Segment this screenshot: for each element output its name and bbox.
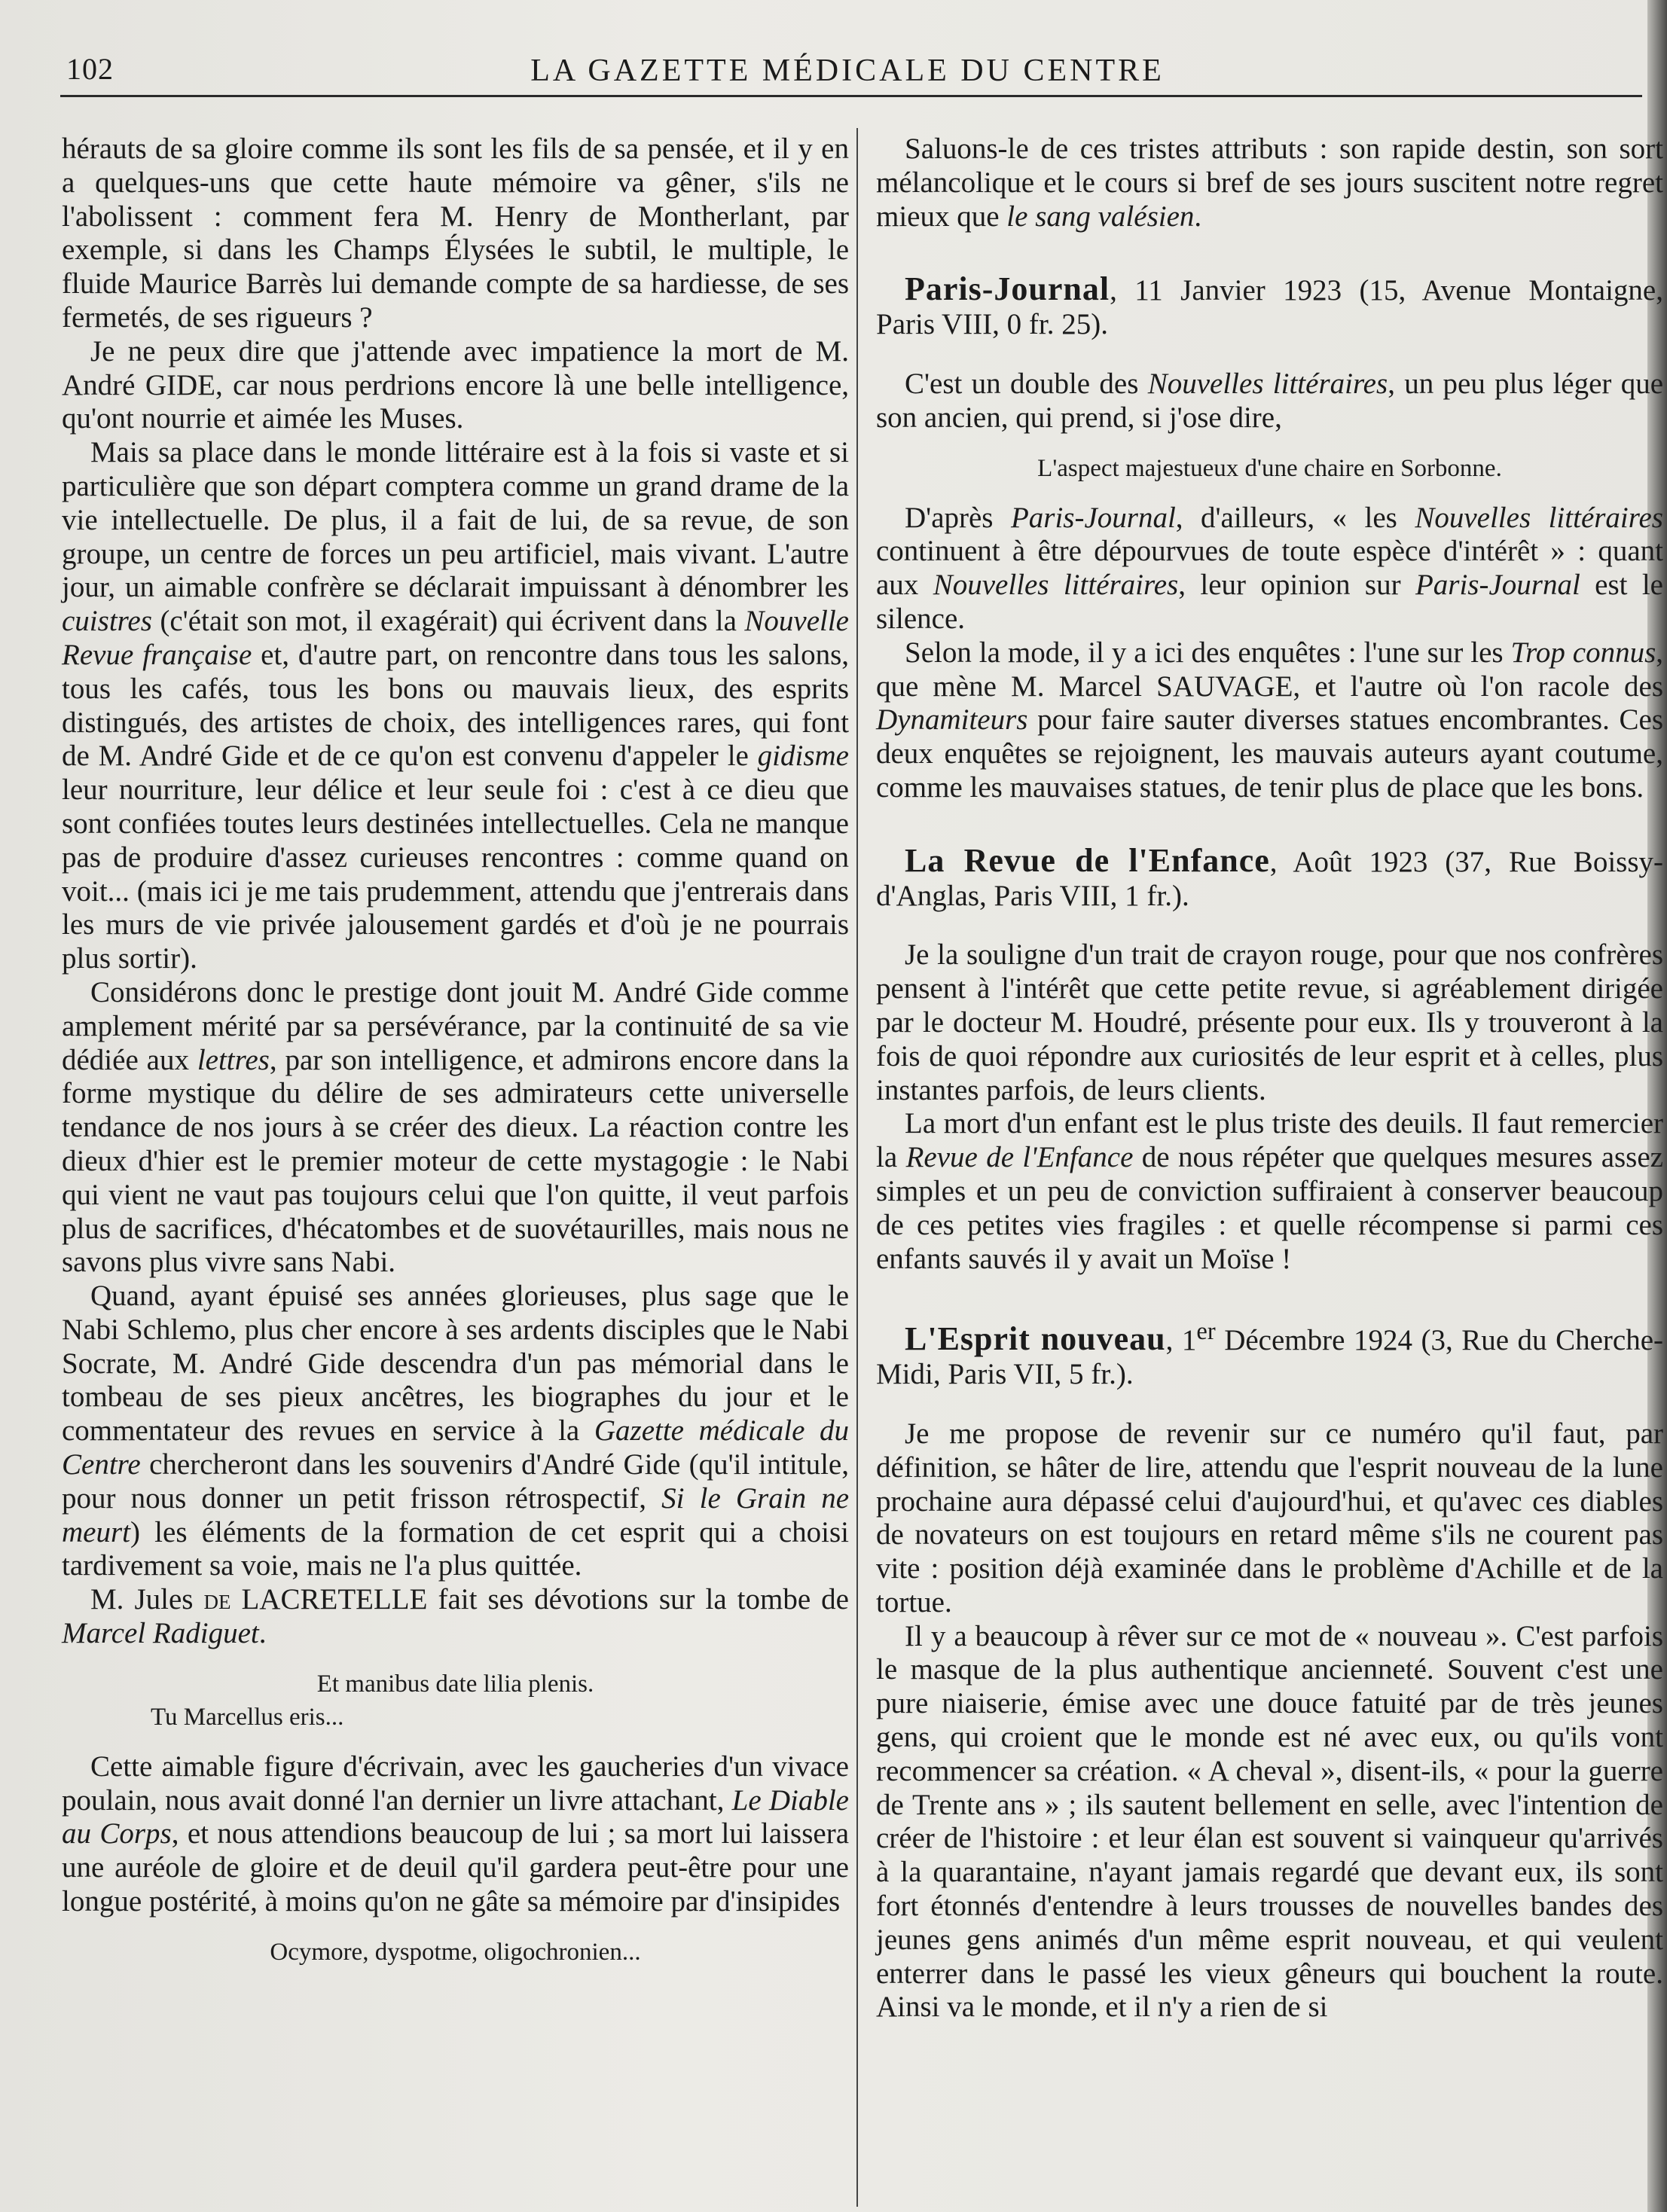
paragraph: Selon la mode, il y a ici des enquêtes : l'une sur les Trop connus, que mène M. Marcel SAUVAGE, et l'autre où l'on racole des Dynamiteurs pour faire sauter diverses statues encombrantes. Ces deux enquêtes se rejoignent, les mauvais auteurs ayant coutume, comme les mauvaises statues, de tenir plus de place que les bons. <box>876 636 1663 804</box>
paragraph: Je me propose de revenir sur ce numéro qu'il faut, par définition, se hâter de lire, attendu que l'esprit nouveau de la lune prochaine aura dépassé celui d'aujourd'hui, et qu'avec ces diables de novateurs on est toujours en retard même s'ils ne courent pas vite : position déjà examinée dans le problème d'Achille et de la tortue. <box>876 1417 1663 1619</box>
review-title: Paris-Journal <box>905 270 1110 308</box>
paragraph: Cette aimable figure d'écrivain, avec les gaucheries d'un vivace poulain, nous avait donné l'an dernier un livre attachant, Le Diable au Corps, et nous attendions beaucoup de lui ; sa mort lui laissera une auréole de gloire et de deuil qu'il gardera peut-être pour une longue postérité, à moins qu'on ne gâte sa mémoire par d'insipides <box>62 1750 849 1918</box>
verse-line: L'aspect majestueux d'une chaire en Sorbonne. <box>1037 454 1502 482</box>
page-number: 102 <box>66 52 114 86</box>
paragraph: hérauts de sa gloire comme ils sont les fils de sa pensée, et il y en a quelques-uns que cette haute mémoire va gêner, s'ils ne l'abolissent : comment fera M. Henry de Montherlant, par exemple, si dans les Champs Élysées le subtil, le multiple, le fluide Maurice Barrès lui demande compte de sa hardiesse, de ses fermetés, de ses rigueurs ? <box>62 133 849 334</box>
paragraph: Saluons-le de ces tristes attributs : son rapide destin, son sort mélancolique et le cours si bref de ses jours suscitent notre regret mieux que le sang valésien. <box>876 133 1663 233</box>
paragraph: M. Jules de LACRETELLE fait ses dévotions sur la tombe de Marcel Radiguet. <box>62 1583 849 1650</box>
paragraph: Il y a beaucoup à rêver sur ce mot de « nouveau ». C'est parfois le masque de la plus authentique ancienneté. Souvent c'est une pure niaiserie, émise avec une douce fatuité par de très jeunes gens, qui croient que le monde est né avec eux, ou qu'ils vont recommencer sa création. « A cheval », disent-ils, « pour la guerre de Trente ans » ; ils sautent bellement en selle, avec l'intention de créer de l'histoire : et leur élan est souvent si vainqueur qu'arrivés à la quarantaine, n'ayant jamais regardé que devant eux, ils sont fort étonnés d'entendre à leurs trousses de nouvelles bandes des jeunes gens animés d'un même esprit nouveau, et qui veulent enterrer dans le passé les vieux gêneurs qui bouchent la route. Ainsi va le monde, et il n'y a rien de si <box>876 1619 1663 2024</box>
paragraph: Je ne peux dire que j'attende avec impatience la mort de M. André GIDE, car nous perdrions encore là une belle intelligence, qu'ont nourrie et aimée les Muses. <box>62 334 849 435</box>
paragraph: Quand, ayant épuisé ses années glorieuses, plus sage que le Nabi Schlemo, plus cher encore à ses ardents disciples que le Nabi Socrate, M. André Gide descendra d'un pas mémorial dans le tombeau de ses pieux ancêtres, les biographes du jour et le commentateur des revues en service à la Gazette médicale du Centre chercheront dans les souvenirs d'André Gide (qu'il intitule, pour nous donner un petit frisson rétrospectif, Si le Grain ne meurt) les éléments de la formation de cet esprit qui a choisi tardivement sa voie, mais ne l'a plus quittée. <box>62 1280 849 1582</box>
paragraph: Mais sa place dans le monde littéraire est à la fois si vaste et si particulière que son départ comptera comme un grand drame de la vie intellectuelle. De plus, il a fait de lui, de sa revue, de son groupe, un centre de forces un peu artificiel, mais vivant. L'autre jour, un aimable confrère se déclarait impuissant à dénombrer les cuistres (c'était son mot, il exagérait) qui écrivent dans la Nouvelle Revue française et, d'autre part, on rencontre dans tous les salons, tous les cafés, tous les bons ou mauvais lieux, des esprits distingués, des artistes de choix, des intelligences rares, qui font de M. André Gide et de ce qu'on est convenu d'appeler le gidisme leur nourriture, leur délice et leur seule foi : c'est à ce dieu que sont confiées toutes leurs destinées intellectuelles. Cela ne manque pas de produire d'assez curieuses rencontres : comme quand on voit... (mais ici je me tais prudemment, attendu que j'entrerais dans les murs de vie privée jalousement gardés et d'où je ne pourrais plus sortir). <box>62 436 850 975</box>
verse-line: Tu Marcellus eris... <box>151 1703 344 1731</box>
right-column <box>876 133 1663 2024</box>
verse-line: Ocymore, dyspotme, oligochronien... <box>270 1938 641 1966</box>
review-title: La Revue de l'Enfance <box>905 841 1270 879</box>
left-column <box>62 133 849 1969</box>
verse-line: Et manibus date lilia plenis. <box>316 1670 594 1698</box>
review-title: L'Esprit nouveau <box>905 1320 1166 1358</box>
column-rule <box>856 128 858 2207</box>
paragraph: Considérons donc le prestige dont jouit M. André Gide comme amplement mérité par sa persévérance, par la continuité de sa vie dédiée aux lettres, par son intelligence, et admirons encore dans la forme mystique du délire de ses admirateurs cette universelle tendance de nos jours à se créer des dieux. La réaction contre les dieux d'hier est le premier moteur de cette mystagogie : le Nabi qui vient ne vaut pas toujours celui que l'on quitte, il veut parfois plus de sacrifices, d'hécatombes et de suovétaurilles, mais nous ne savons plus vivre sans Nabi. <box>62 975 850 1279</box>
running-title: LA GAZETTE MÉDICALE DU CENTRE <box>530 53 1165 88</box>
paragraph: Je la souligne d'un trait de crayon rouge, pour que nos confrères pensent à l'intérêt que cette petite revue, si agréablement dirigée par le docteur M. Houdré, présente pour eux. Ils y trouveront à la fois de quoi répondre aux curiosités de leur esprit et à celles, plus instantes parfois, de leurs clients. <box>876 938 1663 1106</box>
header-rule <box>60 95 1642 97</box>
page-header <box>60 45 1635 98</box>
review-heading: Paris-Journal, 11 Janvier 1923 (15, Avenue Montaigne, Paris VIII, 0 fr. 25). <box>876 270 1663 341</box>
paragraph: C'est un double des Nouvelles littéraires, un peu plus léger que son ancien, qui prend, si j'ose dire, <box>876 367 1664 434</box>
paragraph: La mort d'un enfant est le plus triste des deuils. Il faut remercier la Revue de l'Enfance de nous répéter que quelques mesures assez simples et un peu de conviction suffiraient à conserver beaucoup de ces petites vies fragiles : et quelle récompense si parmi ces enfants sauvés il y avait un Moïse ! <box>876 1107 1663 1275</box>
paragraph: D'après Paris-Journal, d'ailleurs, « les Nouvelles littéraires continuent à être dépourvues de toute espèce d'intérêt » : quant aux Nouvelles littéraires, leur opinion sur Paris-Journal est le silence. <box>876 501 1663 635</box>
review-heading: La Revue de l'Enfance, Août 1923 (37, Rue Boissy-d'Anglas, Paris VIII, 1 fr.). <box>876 841 1663 912</box>
review-heading: L'Esprit nouveau, 1er Décembre 1924 (3, Rue du Cherche-Midi, Paris VII, 5 fr.). <box>876 1318 1663 1391</box>
